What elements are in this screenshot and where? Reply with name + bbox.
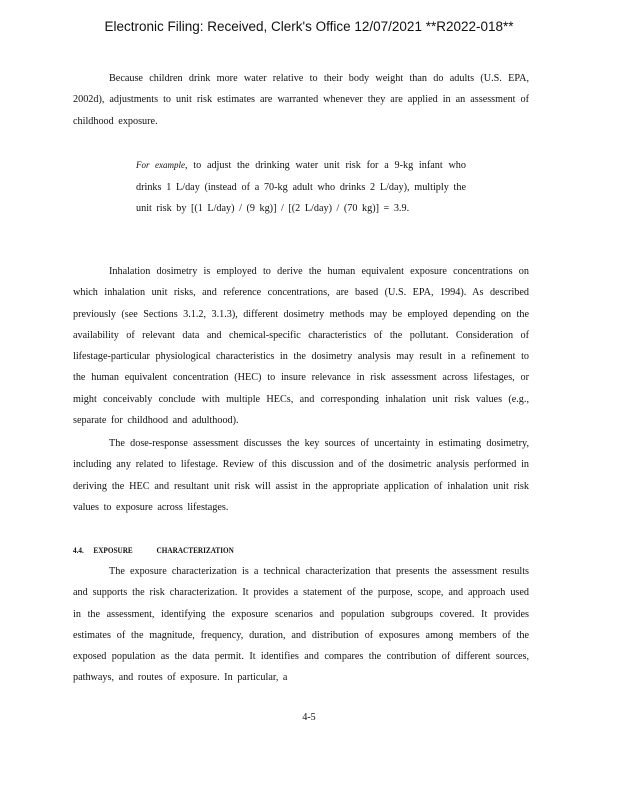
section-title-word1: EXPOSURE	[93, 545, 133, 555]
paragraph-dose-response: The dose-response assessment discusses the key sources of uncertainty in estimating dosimetry, including any related to lifestage. Review of this discussion and of the dosimetric analysis performed in deriving the HEC and resultant unit risk will assist in the appropriate application of inhalation unit risk values to exposure across lifestages.	[73, 438, 529, 513]
section-title-word2: CHARACTERIZATION	[156, 545, 234, 555]
example-lead: For example	[136, 160, 185, 170]
example-block	[136, 155, 466, 220]
paragraph-children-water: Because children drink more water relative to their body weight than do adults (U.S. EPA, 2002d), adjustments to unit risk estimates are warranted whenever they are applied in an assessment of childhood exposure.	[73, 73, 529, 127]
example-text: , to adjust the drinking water unit risk for a 9-kg infant who drinks 1 L/day (instead of a 70-kg adult who drinks 2 L/day), multiply the unit risk by [(1 L/day) / (9 kg)] / [(2 L/day) / (70 kg)] = 3.9.	[136, 160, 466, 214]
section-number: 4.4.	[73, 545, 84, 555]
page-number: 4-5	[302, 712, 316, 723]
paragraph-inhalation-dosimetry: Inhalation dosimetry is employed to derive the human equivalent exposure concentrations on which inhalation unit risks, and reference concentrations, are based (U.S. EPA, 1994). As described previously (see Sections 3.1.2, 3.1.3), different dosimetry methods may be employed depending on the availability of relevant data and chemical-specific characteristics of the pollutant. Consideration of lifestage-particular physiological characteristics in the dosimetry analysis may result in a refinement to the human equivalent concentration (HEC) to insure relevance in risk assessment across lifestages, or might conceivably conclude with multiple HECs, and corresponding inhalation unit risk values (e.g., separate for childhood and adulthood).	[73, 266, 529, 427]
section-heading	[73, 545, 234, 555]
paragraph-exposure-characterization: The exposure characterization is a technical characterization that presents the assessment results and supports the risk characterization. It provides a statement of the purpose, scope, and approach used in the assessment, identifying the exposure scenarios and population subgroups covered. It provides estimates of the magnitude, frequency, duration, and distribution of exposures among members of the exposed population as the data permit. It identifies and compares the contribution of different sources, pathways, and routes of exposure. In particular, a	[73, 566, 529, 684]
filing-stamp-header: Electronic Filing: Received, Clerk's Office 12/07/2021 **R2022-018**	[104, 19, 514, 34]
